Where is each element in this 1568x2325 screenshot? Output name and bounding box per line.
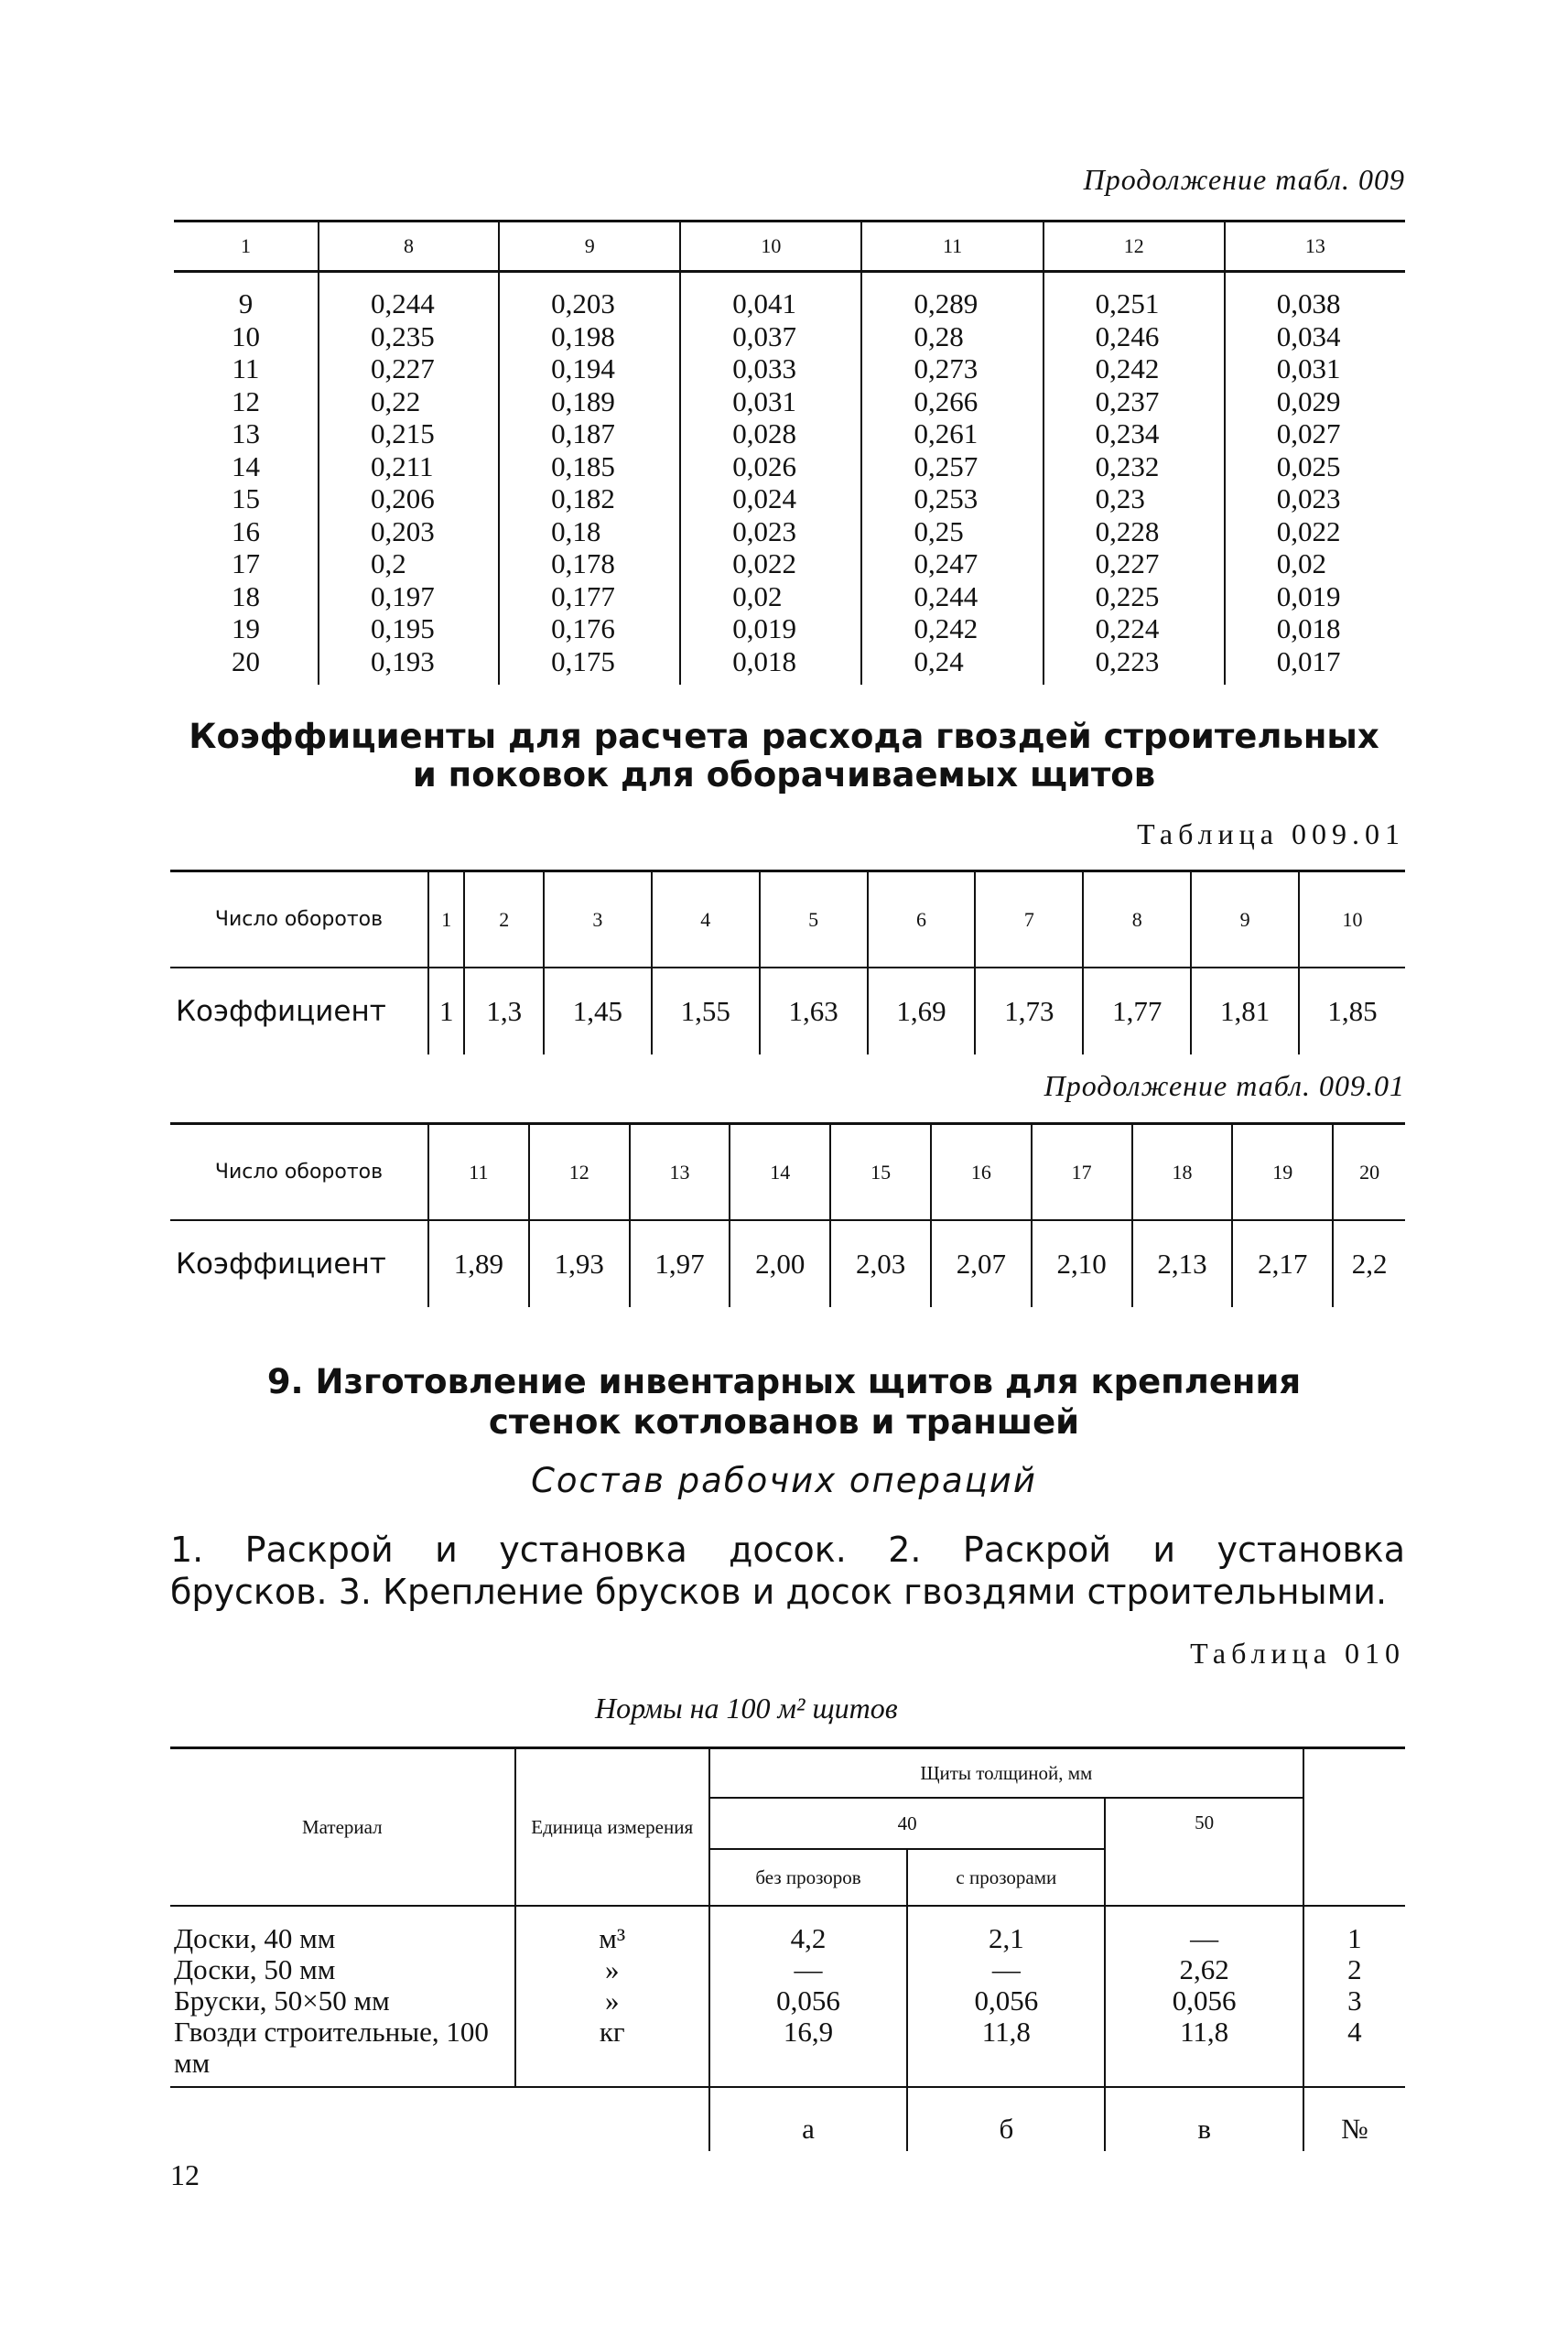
table-cell: 0,215 [319,417,499,450]
turns-cell: 17 [1032,1124,1132,1221]
turns-cell: 9 [1191,871,1299,968]
coefficient-cell: 2,17 [1232,1220,1333,1307]
footer-blank [515,2087,709,2151]
coefficient-cell: 1,69 [868,968,976,1054]
table-cell: 0,037 [680,320,861,353]
table-cell: 0,257 [861,450,1043,483]
table-cell: 0,041 [680,272,861,320]
table-row [170,1220,1405,1307]
column-header-no-gaps: без прозоров [709,1849,907,1906]
table-cell: 0,24 [861,645,1043,686]
title-line: и поковок для оборачиваемых щитов [412,755,1156,795]
table-cell: 0,206 [319,482,499,515]
table-row [174,417,1405,450]
table-row [174,580,1405,613]
column-header: 12 [1044,222,1225,272]
table-cell: 0,232 [1044,450,1225,483]
table-row [174,645,1405,686]
row-number-cell: 18 [231,579,260,612]
row-label-turns: Число оборотов [170,871,428,968]
table-cell: 0,195 [319,612,499,645]
footer-label-a: а [709,2087,907,2151]
table-cell: 0,194 [499,352,680,385]
table-cell: 0,23 [1044,482,1225,515]
table-cell: 0,027 [1225,417,1405,450]
material-column [170,1906,515,2087]
table-cell: 0,251 [1044,272,1225,320]
table-row [170,1124,1405,1221]
table-cell: 0,023 [680,515,861,548]
coefficient-cell: 2,00 [730,1220,830,1307]
turns-cell: 6 [868,871,976,968]
table-010-material-value: Доски, 40 мм [174,1922,336,1954]
table-cell: 0,227 [319,352,499,385]
turns-cell: 2 [464,871,544,968]
table-010-a-value: 0,056 [776,1984,840,2017]
column-header: 1 [174,222,319,272]
table-010-c-value: 2,62 [1179,1953,1229,1985]
thickness-50-column [1105,1906,1303,2087]
table-cell: 0,244 [319,272,499,320]
number-column [1303,1906,1405,2087]
table-009-01-continuation-caption: Продолжение табл. 009.01 [1044,1069,1405,1102]
section-9-title [0,1362,1568,1443]
table-cell: 0,178 [499,547,680,580]
table-cell: 0,242 [861,612,1043,645]
table-cell: 0,177 [499,580,680,613]
table-010-material-value: Гвозди строительные, 100 мм [174,2016,489,2079]
table-cell: 0,038 [1225,272,1405,320]
table-cell: 0,182 [499,482,680,515]
no-gaps-column [709,1906,907,2087]
table-cell: 0,033 [680,352,861,385]
table-010-c-value: — [1190,1922,1219,1954]
table-cell: 0,18 [499,515,680,548]
table-010-a-value: 4,2 [790,1922,827,1954]
table-cell: 0,018 [1225,612,1405,645]
table-cell: 0,261 [861,417,1043,450]
coefficient-cell: 2,10 [1032,1220,1132,1307]
table-row [174,482,1405,515]
column-header-with-gaps: с прозорами [907,1849,1105,1906]
table-cell: 0,019 [1225,580,1405,613]
table-cell: 0,025 [1225,450,1405,483]
coefficient-cell: 2,07 [931,1220,1032,1307]
column-header-number [1303,1748,1405,1907]
turns-cell: 4 [652,871,760,968]
table-cell: 0,237 [1044,385,1225,418]
table-row [174,450,1405,483]
column-header-50: 50 [1105,1798,1303,1906]
table-row [174,352,1405,385]
table-010-unit-value: » [604,1953,620,1985]
turns-cell: 15 [830,1124,931,1221]
footer-blank [170,2087,515,2151]
row-number-cell: 12 [231,384,260,417]
section-9-subtitle: Состав рабочих операций [531,1461,1037,1500]
column-header: 13 [1225,222,1405,272]
row-number-cell: 20 [231,644,260,677]
table-body-row [170,1906,1405,2087]
table-cell: 0,228 [1044,515,1225,548]
table-010-b-value: 2,1 [988,1922,1024,1954]
unit-column [515,1906,709,2087]
table-cell: 0,189 [499,385,680,418]
row-number-cell: 13 [231,417,260,449]
table-cell: 0,234 [1044,417,1225,450]
turns-cell: 8 [1083,871,1191,968]
turns-cell: 20 [1333,1124,1405,1221]
column-header-material: Материал [170,1748,515,1907]
table-cell: 0,225 [1044,580,1225,613]
table-cell: 0,028 [680,417,861,450]
table-cell: 0,25 [861,515,1043,548]
table-cell: 0,242 [1044,352,1225,385]
table-footer-row [170,2087,1405,2151]
row-number-cell: 11 [232,352,260,384]
table-009-01-part2 [170,1122,1405,1307]
table-cell: 0,22 [319,385,499,418]
table-cell: 0,211 [319,450,499,483]
coefficient-cell: 1,89 [428,1220,529,1307]
table-009-01-part1 [170,870,1405,1054]
table-cell: 0,253 [861,482,1043,515]
table-010 [170,1746,1405,2151]
page-number: 12 [170,2158,200,2191]
column-header-40: 40 [709,1798,1106,1849]
title-line: Коэффициенты для расчета расхода гвоздей строительных [189,717,1379,756]
turns-cell: 3 [544,871,652,968]
turns-cell: 11 [428,1124,529,1221]
table-cell: 0,185 [499,450,680,483]
table-cell: 0,029 [1225,385,1405,418]
turns-cell: 14 [730,1124,830,1221]
table-010-a-value: 16,9 [783,2016,834,2048]
table-cell: 0,193 [319,645,499,686]
table-cell: 0,203 [499,272,680,320]
table-010-b-value: — [991,1953,1021,1985]
coefficient-cell: 2,13 [1132,1220,1233,1307]
table-row [174,272,1405,320]
table-010-label: Таблица 010 [1190,1637,1405,1670]
table-cell: 0,2 [319,547,499,580]
table-cell: 0,024 [680,482,861,515]
table-cell: 0,017 [1225,645,1405,686]
table-row [170,968,1405,1054]
table-010-no-value: 2 [1347,1953,1362,1985]
turns-cell: 1 [428,871,464,968]
table-cell: 0,026 [680,450,861,483]
coefficient-cell: 1,55 [652,968,760,1054]
table-010-no-value: 4 [1347,2016,1362,2048]
coefficient-cell: 1,97 [630,1220,730,1307]
row-number-cell: 19 [231,612,260,644]
table-009 [174,220,1405,685]
table-010-c-value: 0,056 [1172,1984,1237,2017]
operations-text [170,1529,1405,1613]
table-010-b-value: 11,8 [981,2016,1031,2048]
footer-label-no: № [1303,2087,1405,2151]
table-cell: 0,246 [1044,320,1225,353]
turns-cell: 18 [1132,1124,1233,1221]
row-number-cell: 15 [231,482,260,514]
table-cell: 0,273 [861,352,1043,385]
table-cell: 0,022 [680,547,861,580]
row-label-turns: Число оборотов [170,1124,428,1221]
table-cell: 0,235 [319,320,499,353]
column-header-unit: Единица измерения [515,1748,709,1907]
table-cell: 0,187 [499,417,680,450]
norms-caption: Нормы на 100 м² щитов [595,1692,898,1725]
coefficient-cell: 1,45 [544,968,652,1054]
text-line: 1. Раскрой и установка досок. 2. Раскрой и установка [170,1530,1405,1570]
table-cell: 0,247 [861,547,1043,580]
table-cell: 0,224 [1044,612,1225,645]
coefficient-cell: 1,73 [975,968,1083,1054]
table-row [174,515,1405,548]
table-cell: 0,28 [861,320,1043,353]
column-header: 11 [861,222,1043,272]
table-010-no-value: 3 [1347,1984,1362,2017]
table-row [174,320,1405,353]
column-header: 9 [499,222,680,272]
row-number-cell: 16 [231,514,260,547]
coefficient-cell: 1,77 [1083,968,1191,1054]
title-line: стенок котлованов и траншей [488,1402,1080,1442]
table-cell: 0,227 [1044,547,1225,580]
column-header-thickness: Щиты толщиной, мм [709,1748,1303,1799]
coefficient-cell: 1,81 [1191,968,1299,1054]
table-009-continuation-caption: Продолжение табл. 009 [1083,163,1405,196]
table-cell: 0,176 [499,612,680,645]
turns-cell: 19 [1232,1124,1333,1221]
table-cell: 0,022 [1225,515,1405,548]
table-010-material-value: Доски, 50 мм [174,1953,336,1985]
table-cell: 0,289 [861,272,1043,320]
coefficient-cell: 2,2 [1333,1220,1405,1307]
table-row [174,385,1405,418]
coefficient-cell: 1,3 [464,968,544,1054]
table-cell: 0,197 [319,580,499,613]
text-line: брусков. 3. Крепление брусков и досок гвоздями строительными. [170,1572,1388,1612]
table-cell: 0,031 [1225,352,1405,385]
coefficient-cell: 1 [428,968,464,1054]
table-010-unit-value: » [604,1984,620,2017]
row-label-coefficient: Коэффициент [176,1248,386,1281]
row-number-cell: 14 [231,449,260,482]
table-cell: 0,266 [861,385,1043,418]
row-label-coefficient: Коэффициент [176,995,386,1028]
table-cell: 0,203 [319,515,499,548]
title-line: 9. Изготовление инвентарных щитов для крепления [266,1362,1302,1401]
coefficient-cell: 1,63 [760,968,868,1054]
table-row [170,871,1405,968]
table-cell: 0,244 [861,580,1043,613]
table-cell: 0,02 [1225,547,1405,580]
table-header-row [174,222,1405,272]
turns-cell: 5 [760,871,868,968]
table-cell: 0,034 [1225,320,1405,353]
table-cell: 0,023 [1225,482,1405,515]
section-009-01-title [0,718,1568,795]
table-010-a-value: — [794,1953,823,1985]
turns-cell: 12 [529,1124,630,1221]
column-header: 8 [319,222,499,272]
table-row [174,547,1405,580]
table-010-b-value: 0,056 [974,1984,1039,2017]
table-010-c-value: 11,8 [1180,2016,1229,2048]
footer-label-b: б [907,2087,1105,2151]
footer-label-c: в [1105,2087,1303,2151]
row-number-cell: 17 [231,547,260,579]
row-number-cell: 10 [231,319,260,352]
table-009-01-label: Таблица 009.01 [1137,817,1405,850]
turns-cell: 16 [931,1124,1032,1221]
table-header-row [170,1748,1405,1799]
table-cell: 0,223 [1044,645,1225,686]
column-header: 10 [680,222,861,272]
table-010-unit-value: м³ [599,1922,626,1954]
table-010-no-value: 1 [1347,1922,1362,1954]
table-010-material-value: Бруски, 50×50 мм [174,1984,390,2017]
coefficient-cell: 1,93 [529,1220,630,1307]
turns-cell: 13 [630,1124,730,1221]
table-cell: 0,019 [680,612,861,645]
coefficient-cell: 2,03 [830,1220,931,1307]
turns-cell: 10 [1299,871,1405,968]
turns-cell: 7 [975,871,1083,968]
with-gaps-column [907,1906,1105,2087]
table-cell: 0,031 [680,385,861,418]
table-cell: 0,198 [499,320,680,353]
table-cell: 0,02 [680,580,861,613]
table-row [174,612,1405,645]
table-010-unit-value: кг [599,2016,625,2048]
row-number-cell: 9 [238,287,254,319]
table-cell: 0,018 [680,645,861,686]
coefficient-cell: 1,85 [1299,968,1405,1054]
table-cell: 0,175 [499,645,680,686]
